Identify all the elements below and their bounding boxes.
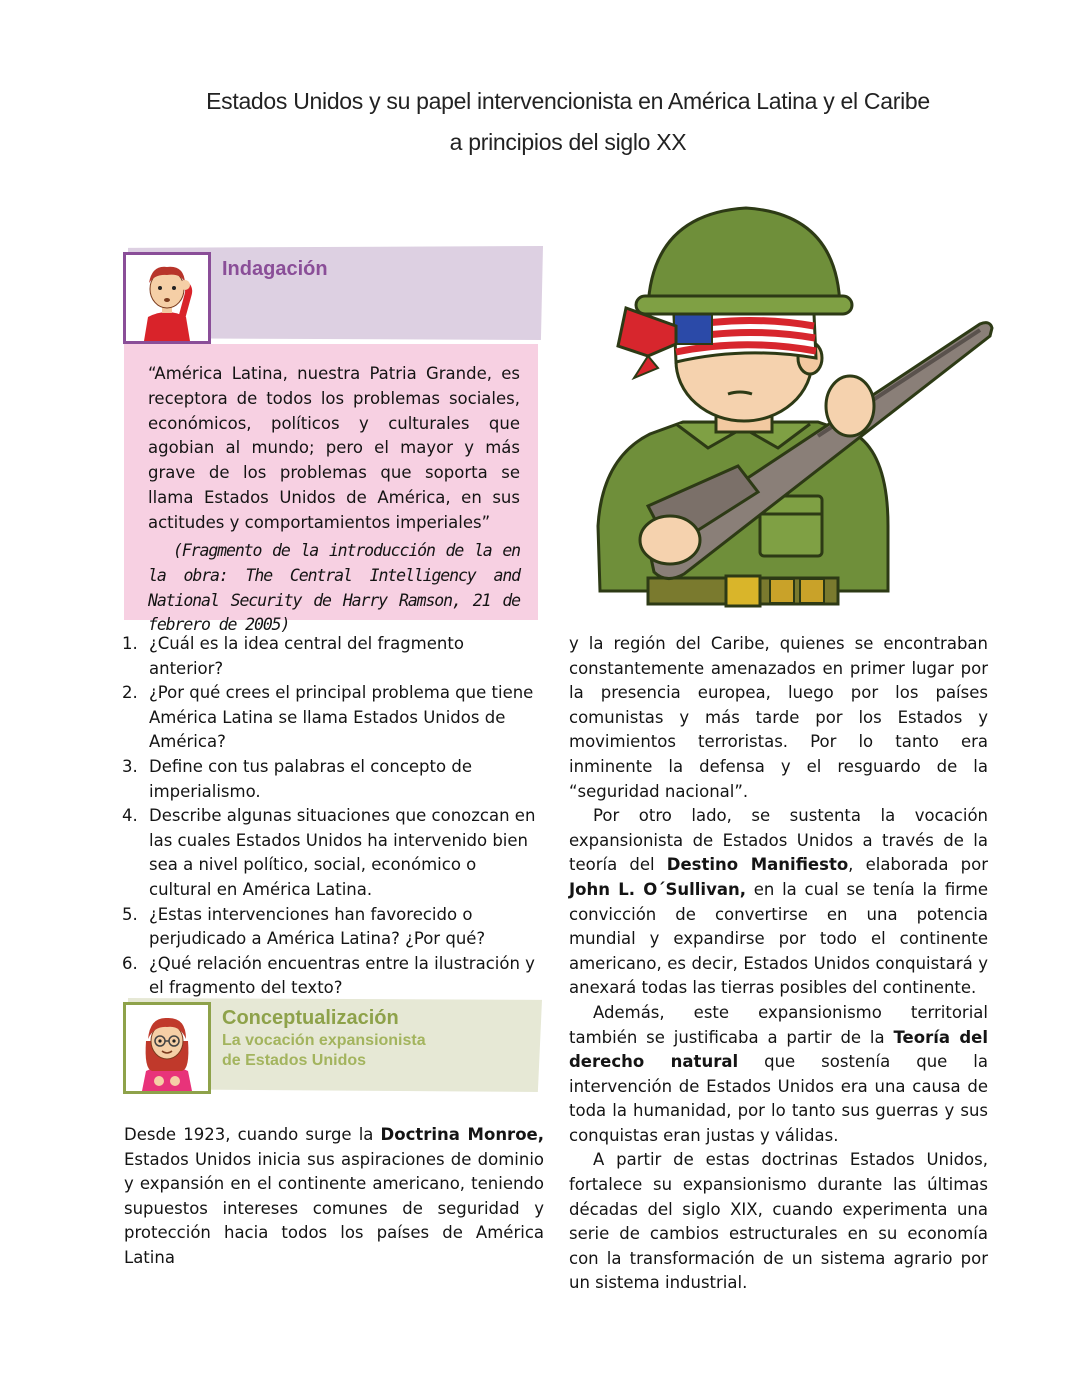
page-title-line1: Estados Unidos y su papel intervencionista en América Latina y el Caribe [206, 88, 930, 114]
left-body-text: Desde 1923, cuando surge la Doctrina Monroe, Estados Unidos inicia sus aspiraciones de dominio y expansión en el continente americano, teniendo supuestos intereses comunes de seguridad y protección hacia todos los países de América Latina [124, 1125, 544, 1267]
right-body-text: y la región del Caribe, quienes se encontraban constantemente amenazados en primer lugar por la presencia europea, luego por los países comunistas y más tarde por los Estados y movimientos terroristas. Por lo tanto era inminente la defensa y el resguardo de la “seguridad nacional”. Por otro lado, se sustenta la vocación expansionista de Estados Unidos a través de la teoría del Destino Manifiesto, elaborada por John L. O´Sullivan, en la cual se tenía la firme convicción de convertirse en una potencia mundial y expandirse por todo el continente americano, es decir, Estados Unidos conquistará y anexará todas las tierras posibles del continente. Además, este expansionismo territorial también se justificaba a partir de la Teoría del derecho natural que sostenía que la intervención de Estados Unidos era una causa de toda la humanidad, por lo tanto sus guerras y sus conquistas eran justas y válidas. A partir de estas doctrinas Estados Unidos, fortalece su expansionismo durante las últimas décadas del siglo XIX, cuando experimenta una serie de cambios estructurales en su economía con la transformación de un sistema agrario por un sistema industrial. [569, 634, 989, 1293]
question-item: 3. Define con tus palabras el concepto de imperialismo. [122, 756, 472, 801]
indagacion-heading: Indagación [222, 258, 328, 280]
blindfolded-soldier-illustration [588, 196, 998, 628]
quote-source: (Fragmento de la introducción de la en la obra: The Central Intelligency and National Security de Harry Ramson, 21 de febrero de 2005) [148, 541, 520, 635]
question-list [122, 632, 542, 1001]
question-item: 5. ¿Estas intervenciones han favorecido o perjudicado a América Latina? ¿Por qué? [122, 904, 486, 949]
girl-with-glasses-avatar-icon [123, 1002, 211, 1094]
question-item: 4. Describe algunas situaciones que conozcan en las cuales Estados Unidos ha intervenido bien sea a nivel político, social, económico o cultural en América Latina. [122, 806, 536, 899]
question-item: 1. ¿Cuál es la idea central del fragmento anterior? [122, 634, 464, 678]
conceptualizacion-heading: Conceptualización [222, 1007, 399, 1029]
page-title-line2: a principios del siglo XX [449, 129, 687, 155]
conceptualizacion-subtitle: La vocación expansionista de Estados Unidos [222, 1032, 426, 1069]
question-item: 2. ¿Por qué crees el principal problema que tiene América Latina se llama Estados Unidos de América? [122, 683, 534, 752]
quote-text: “América Latina, nuestra Patria Grande, es receptora de todos los problemas sociales, económicos, políticos y culturales que agobian al mundo; pero el mayor y más grave de los problemas que soporta se llama Estados Unidos de América, en sus actitudes y comportamientos imperiales” [148, 364, 520, 532]
question-item: 6. ¿Qué relación encuentras entre la ilustración y el fragmento del texto? [122, 953, 535, 998]
thinking-boy-avatar-icon [123, 252, 211, 344]
